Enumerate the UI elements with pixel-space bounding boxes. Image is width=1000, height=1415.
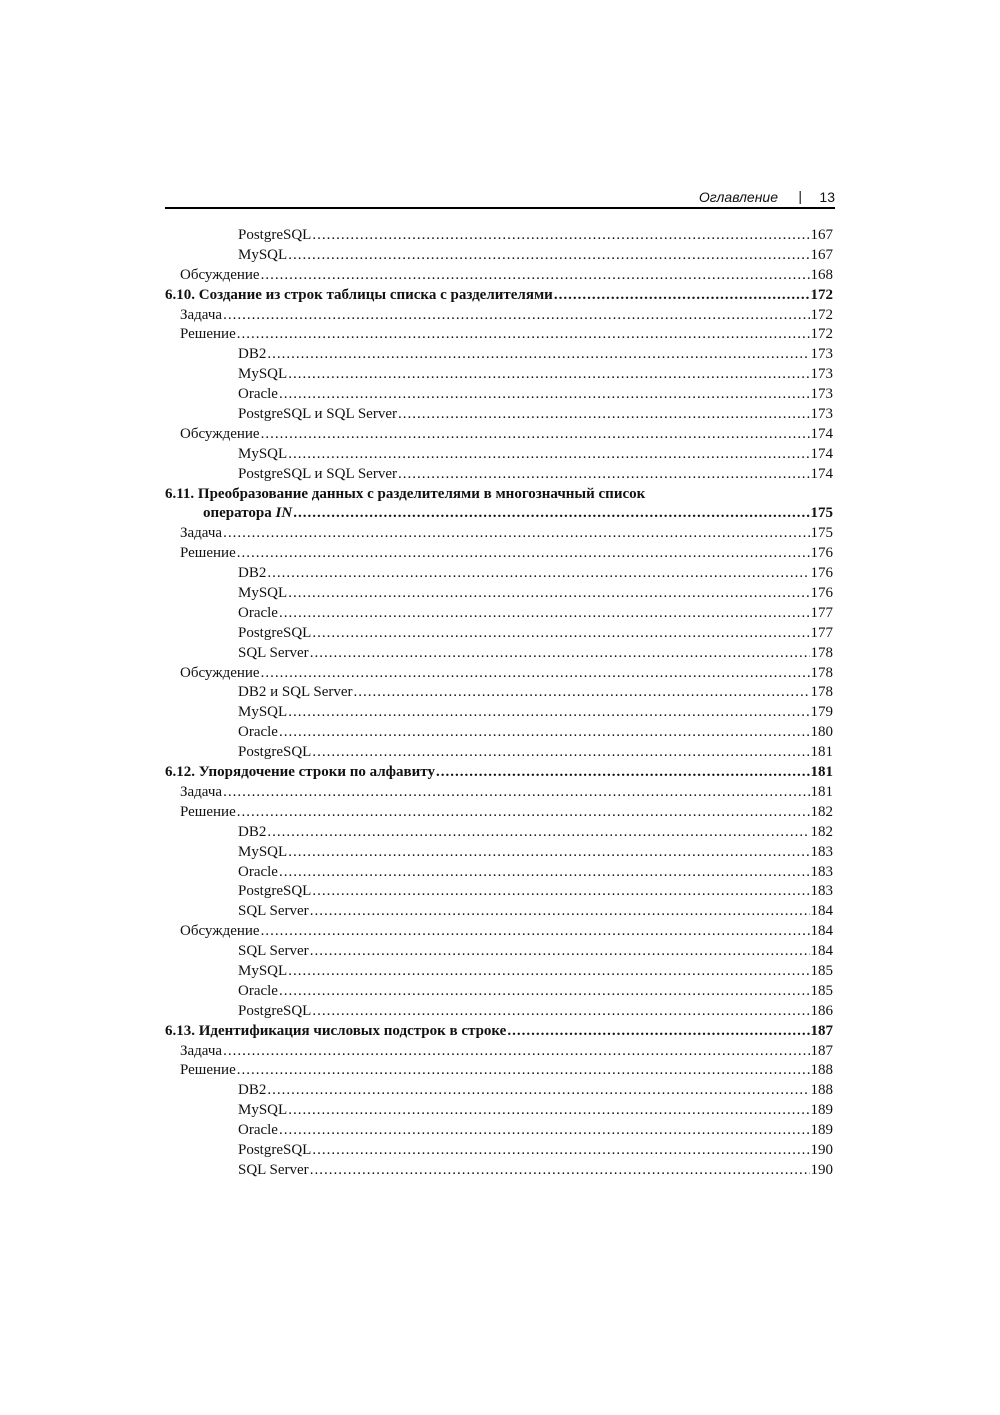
toc-entry: [165, 644, 833, 664]
toc-page-number: 167: [810, 227, 833, 243]
toc-entry: [165, 922, 833, 942]
dot-leader: [310, 1161, 810, 1181]
dot-leader: [288, 843, 809, 863]
toc-page-number: 189: [810, 1122, 833, 1139]
toc-page-number: 188: [810, 1062, 833, 1079]
toc-entry-title: PostgreSQL и SQL Server: [238, 406, 397, 423]
dot-leader: [312, 1141, 809, 1161]
toc-entry: [165, 1161, 833, 1181]
toc-page-number: 173: [810, 366, 833, 383]
toc-entry-title: Обсуждение: [180, 425, 260, 442]
toc-entry-title: MySQL: [238, 585, 288, 602]
toc-section-entry: [165, 485, 833, 505]
toc-section-entry: [165, 504, 833, 524]
toc-page-number: 177: [810, 624, 833, 641]
toc-page-number: 183: [810, 863, 833, 880]
toc-page-number: 176: [810, 545, 833, 562]
toc-entry: [165, 325, 833, 345]
dot-leader: [288, 445, 809, 465]
toc-entry: [165, 723, 833, 743]
dot-leader: [354, 683, 810, 703]
dot-leader: [267, 1081, 809, 1101]
toc-entry-title: Oracle: [238, 604, 278, 621]
toc-entry-title: MySQL: [238, 366, 288, 383]
header-title: Оглавление: [698, 189, 778, 205]
toc-entry-title: DB2: [238, 346, 267, 363]
dot-leader: [279, 385, 810, 405]
toc-entry: [165, 902, 833, 922]
dot-leader: [261, 922, 810, 942]
dot-leader: [267, 345, 809, 365]
toc-entry-title: Решение: [180, 326, 236, 343]
toc-entry: [165, 942, 833, 962]
toc-entry: [165, 783, 833, 803]
toc-page-number: 184: [810, 923, 833, 940]
dot-leader: [279, 1121, 810, 1141]
dot-leader: [237, 1061, 810, 1081]
toc-entry-title: Задача: [180, 525, 223, 542]
toc-page-number: 185: [810, 982, 833, 999]
toc-page-number: 186: [810, 1002, 833, 1019]
toc-page-number: 179: [810, 704, 833, 721]
toc-entry: [165, 365, 833, 385]
toc-entry-title: DB2: [238, 1082, 267, 1099]
toc-entry-title: PostgreSQL: [238, 883, 312, 900]
dot-leader: [436, 763, 810, 783]
toc-page-number: 176: [810, 565, 833, 582]
toc-entry-title: Задача: [180, 306, 223, 323]
dot-leader: [261, 664, 810, 684]
toc-entry: [165, 863, 833, 883]
toc-entry-title: MySQL: [238, 1102, 288, 1119]
toc-entry-title: Решение: [180, 545, 236, 562]
toc-page-number: 173: [810, 346, 833, 363]
dot-leader: [288, 584, 809, 604]
dot-leader: [288, 962, 809, 982]
toc-entry: [165, 445, 833, 465]
toc-entry-title: Oracle: [238, 982, 278, 999]
toc-entry: [165, 266, 833, 286]
toc-entry-title: Решение: [180, 803, 236, 820]
toc-entry: [165, 465, 833, 485]
dot-leader: [279, 723, 810, 743]
toc-entry: [165, 425, 833, 445]
toc-page-number: 175: [810, 525, 833, 542]
header-page-number: 13: [819, 189, 835, 205]
dot-leader: [312, 743, 809, 763]
toc-entry-title: SQL Server: [238, 903, 309, 920]
toc-page-number: 183: [810, 883, 833, 900]
toc-entry: [165, 683, 833, 703]
dot-leader: [310, 902, 810, 922]
toc-entry: [165, 1101, 833, 1121]
toc-entry-title: SQL Server: [238, 644, 309, 661]
toc-entry: [165, 604, 833, 624]
toc-page-number: 173: [810, 386, 833, 403]
toc-entry-title: PostgreSQL: [238, 744, 312, 761]
dot-leader: [312, 1002, 809, 1022]
toc-entry: [165, 345, 833, 365]
toc-entry: [165, 1042, 833, 1062]
toc-page-number: 182: [810, 803, 833, 820]
dot-leader: [279, 604, 810, 624]
toc-section-entry: [165, 1022, 833, 1042]
toc-entry: [165, 306, 833, 326]
toc-entry-title: Oracle: [238, 863, 278, 880]
toc-entry-title: 6.11. Преобразование данных с разделителями в многозначный список: [165, 485, 646, 502]
toc-page-number: 187: [810, 1042, 833, 1059]
toc-entry: [165, 405, 833, 425]
toc-page-number: 176: [810, 585, 833, 602]
toc-entry-title: 6.10. Создание из строк таблицы списка с разделителями: [165, 286, 553, 303]
toc-entry: [165, 803, 833, 823]
header-separator: |: [798, 188, 802, 204]
toc-entry: [165, 624, 833, 644]
toc-entry: [165, 246, 833, 266]
toc-page-number: 185: [810, 962, 833, 979]
dot-leader: [310, 942, 810, 962]
table-of-contents: [165, 226, 833, 1181]
toc-entry: [165, 882, 833, 902]
dot-leader: [237, 544, 810, 564]
toc-entry-title: PostgreSQL: [238, 227, 312, 243]
toc-entry: [165, 564, 833, 584]
toc-entry-title: Задача: [180, 783, 223, 800]
toc-entry-title: оператора IN: [203, 505, 293, 522]
toc-entry-title: SQL Server: [238, 1161, 309, 1178]
toc-page-number: 167: [810, 246, 833, 263]
toc-entry-title: MySQL: [238, 704, 288, 721]
dot-leader: [261, 425, 810, 445]
toc-entry-title: Обсуждение: [180, 266, 260, 283]
toc-entry-title: Обсуждение: [180, 923, 260, 940]
toc-entry-title: PostgreSQL: [238, 1002, 312, 1019]
toc-entry: [165, 962, 833, 982]
toc-entry-title: 6.12. Упорядочение строки по алфавиту: [165, 764, 435, 781]
toc-entry: [165, 664, 833, 684]
toc-page-number: 190: [810, 1161, 833, 1178]
toc-page-number: 168: [810, 266, 833, 283]
dot-leader: [279, 863, 810, 883]
toc-page-number: 175: [810, 505, 833, 522]
dot-leader: [288, 703, 809, 723]
dot-leader: [310, 644, 810, 664]
toc-page-number: 190: [810, 1141, 833, 1158]
running-header: [165, 185, 835, 209]
toc-page-number: 184: [810, 943, 833, 960]
toc-entry: [165, 584, 833, 604]
toc-entry: [165, 1121, 833, 1141]
toc-entry-title: SQL Server: [238, 943, 309, 960]
dot-leader: [261, 266, 810, 286]
toc-page-number: 182: [810, 823, 833, 840]
dot-leader: [312, 882, 809, 902]
toc-entry: [165, 743, 833, 763]
toc-entry-title: DB2: [238, 565, 267, 582]
toc-page-number: 181: [810, 744, 833, 761]
toc-entry: [165, 544, 833, 564]
toc-page-number: 180: [810, 724, 833, 741]
toc-entry-title: MySQL: [238, 962, 288, 979]
toc-page-number: 172: [810, 326, 833, 343]
dot-leader: [237, 803, 810, 823]
toc-entry-title: DB2 и SQL Server: [238, 684, 353, 701]
toc-entry: [165, 1002, 833, 1022]
dot-leader: [293, 504, 809, 524]
toc-entry: [165, 823, 833, 843]
toc-entry-title: Обсуждение: [180, 664, 260, 681]
dot-leader: [223, 783, 809, 803]
toc-page-number: 174: [810, 465, 833, 482]
toc-entry-title: Oracle: [238, 1122, 278, 1139]
toc-entry: [165, 982, 833, 1002]
toc-page-number: 184: [810, 903, 833, 920]
toc-entry-title: 6.13. Идентификация числовых подстрок в строке: [165, 1022, 507, 1039]
toc-entry-title: PostgreSQL: [238, 1141, 312, 1158]
toc-page-number: 173: [810, 406, 833, 423]
toc-entry: [165, 703, 833, 723]
toc-entry-title: Oracle: [238, 724, 278, 741]
dot-leader: [288, 365, 809, 385]
dot-leader: [237, 325, 810, 345]
dot-leader: [223, 306, 809, 326]
toc-entry-title: MySQL: [238, 445, 288, 462]
dot-leader: [507, 1022, 809, 1042]
toc-page-number: 187: [810, 1022, 833, 1039]
toc-entry-title: DB2: [238, 823, 267, 840]
toc-entry: [165, 226, 833, 246]
toc-page-number: 178: [810, 664, 833, 681]
dot-leader: [312, 624, 809, 644]
toc-page-number: 181: [810, 764, 833, 781]
toc-entry-title: Oracle: [238, 386, 278, 403]
toc-entry: [165, 1081, 833, 1101]
toc-entry-title: Решение: [180, 1062, 236, 1079]
toc-page-number: 177: [810, 604, 833, 621]
toc-page-number: 174: [810, 445, 833, 462]
toc-entry-title: MySQL: [238, 246, 288, 263]
toc-entry: [165, 1141, 833, 1161]
dot-leader: [312, 226, 809, 246]
toc-page-number: 172: [810, 286, 833, 303]
toc-page-number: 188: [810, 1082, 833, 1099]
toc-page-number: 178: [810, 644, 833, 661]
toc-page-number: 189: [810, 1102, 833, 1119]
dot-leader: [288, 1101, 809, 1121]
toc-page-number: 181: [810, 783, 833, 800]
toc-entry-title: PostgreSQL: [238, 624, 312, 641]
toc-section-entry: [165, 286, 833, 306]
toc-page-number: 178: [810, 684, 833, 701]
toc-entry-title: PostgreSQL и SQL Server: [238, 465, 397, 482]
dot-leader: [223, 1042, 809, 1062]
dot-leader: [267, 823, 809, 843]
toc-entry: [165, 843, 833, 863]
toc-entry: [165, 1061, 833, 1081]
toc-entry-title: MySQL: [238, 843, 288, 860]
dot-leader: [398, 405, 810, 425]
dot-leader: [223, 524, 809, 544]
dot-leader: [267, 564, 809, 584]
dot-leader: [279, 982, 810, 1002]
toc-section-entry: [165, 763, 833, 783]
toc-entry: [165, 385, 833, 405]
dot-leader: [554, 286, 810, 306]
toc-entry-title: Задача: [180, 1042, 223, 1059]
toc-page-number: 174: [810, 425, 833, 442]
dot-leader: [288, 246, 809, 266]
toc-page-number: 183: [810, 843, 833, 860]
toc-page-number: 172: [810, 306, 833, 323]
dot-leader: [398, 465, 810, 485]
toc-entry: [165, 524, 833, 544]
